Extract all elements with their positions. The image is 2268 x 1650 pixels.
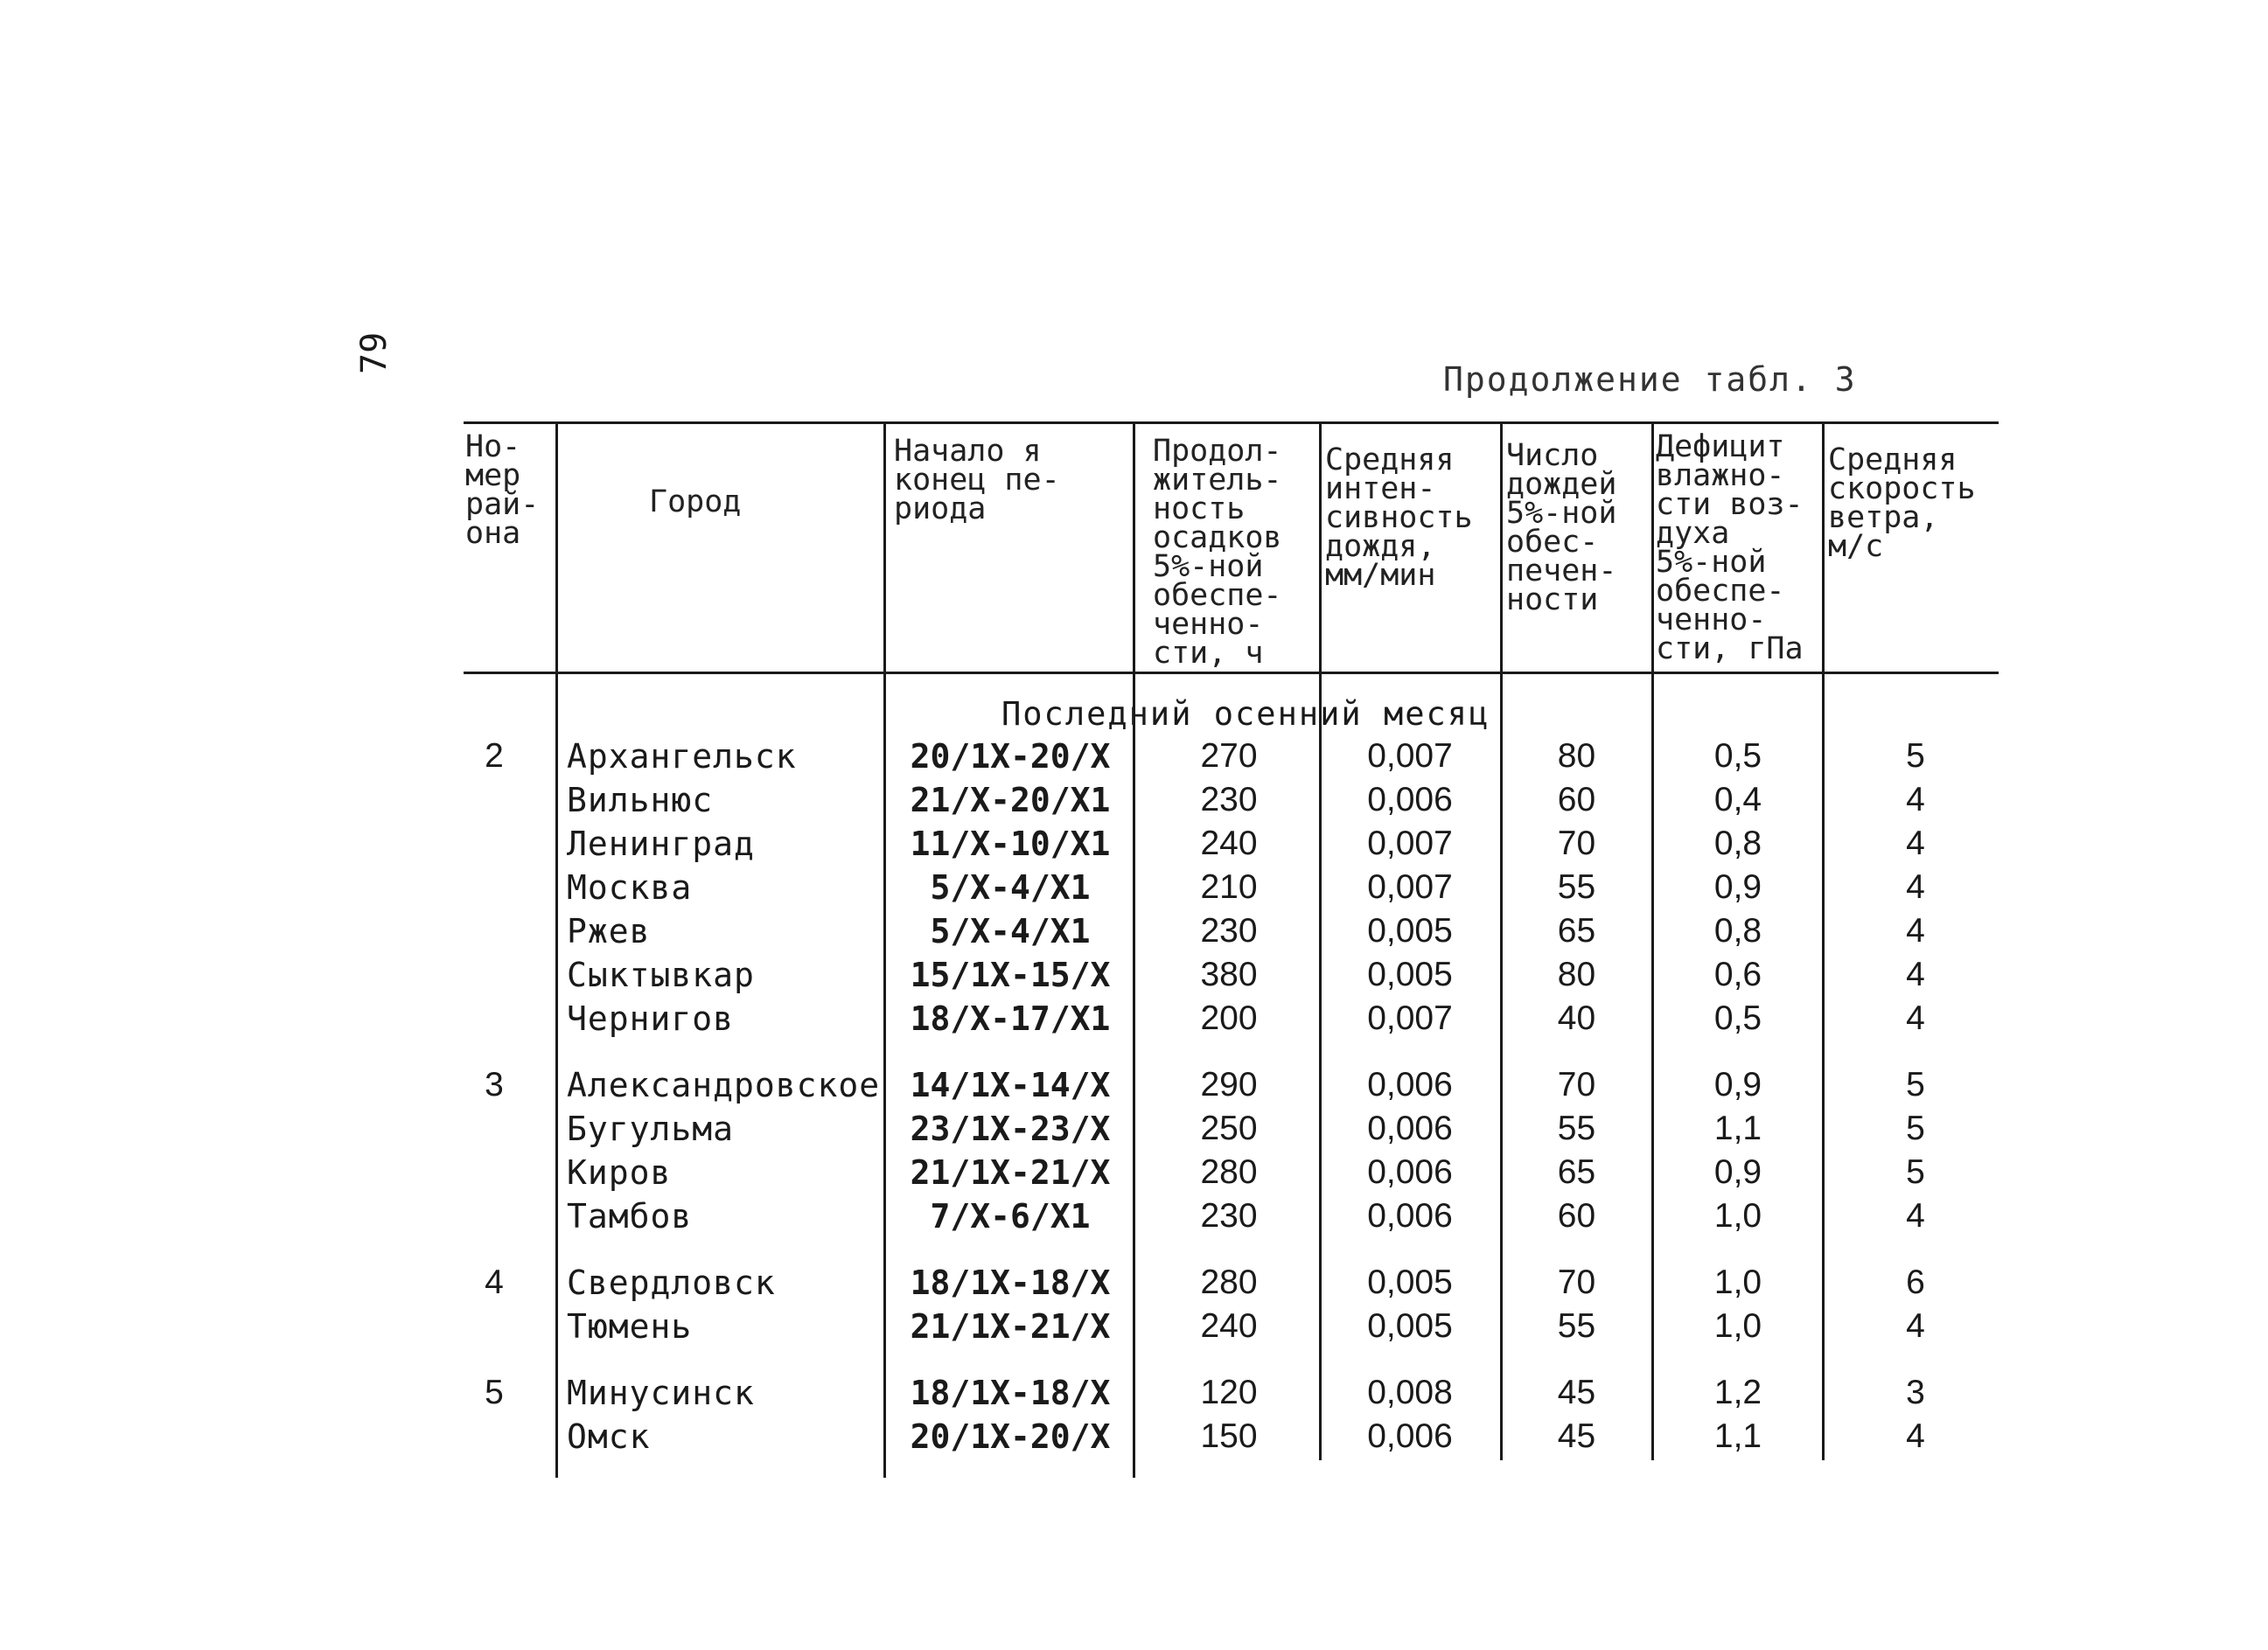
cell-wind: 4 xyxy=(1906,956,1925,993)
cell-intensity: 0,005 xyxy=(1367,1307,1453,1345)
cell-wind: 4 xyxy=(1906,1197,1925,1235)
cell-period: 14/1X-14/X xyxy=(910,1066,1111,1104)
cell-city: Ржев xyxy=(567,912,651,950)
cell-rains: 65 xyxy=(1557,1153,1596,1191)
cell-city: Бугульма xyxy=(567,1110,735,1148)
cell-deficit: 1,2 xyxy=(1713,1374,1762,1411)
cell-deficit: 1,0 xyxy=(1713,1197,1762,1235)
cell-deficit: 0,6 xyxy=(1713,956,1762,993)
cell-deficit: 0,5 xyxy=(1713,737,1762,775)
cell-period: 20/1X-20/X xyxy=(910,1417,1111,1456)
cell-district: 2 xyxy=(485,737,504,775)
cell-city: Вильнюс xyxy=(567,781,714,819)
cell-period: 5/X-4/X1 xyxy=(930,912,1091,950)
col-divider xyxy=(1651,424,1654,1460)
cell-wind: 4 xyxy=(1906,781,1925,818)
cell-deficit: 1,0 xyxy=(1713,1264,1762,1301)
table-top-rule xyxy=(464,421,1999,424)
section-title: Последний осенний месяц xyxy=(1001,695,1490,733)
cell-rains: 70 xyxy=(1557,1066,1596,1103)
header-rains: Число дождей 5%-ной обес- печен- ности xyxy=(1506,438,1617,617)
cell-city: Тамбов xyxy=(567,1197,693,1236)
cell-rains: 45 xyxy=(1557,1374,1596,1411)
col-divider xyxy=(1133,424,1135,1478)
cell-duration: 230 xyxy=(1200,912,1258,950)
cell-duration: 280 xyxy=(1200,1264,1258,1301)
cell-period: 18/1X-18/X xyxy=(910,1374,1111,1412)
cell-district: 4 xyxy=(485,1264,504,1301)
cell-intensity: 0,007 xyxy=(1367,868,1453,906)
cell-deficit: 0,9 xyxy=(1713,1066,1762,1103)
cell-city: Минусинск xyxy=(567,1374,755,1412)
cell-deficit: 0,5 xyxy=(1713,999,1762,1037)
cell-wind: 5 xyxy=(1906,1153,1925,1191)
cell-deficit: 0,9 xyxy=(1713,868,1762,906)
cell-rains: 70 xyxy=(1557,1264,1596,1301)
cell-wind: 4 xyxy=(1906,868,1925,906)
header-district: Но- мер рай- она xyxy=(465,429,540,551)
cell-deficit: 0,9 xyxy=(1713,1153,1762,1191)
cell-city: Александровское xyxy=(567,1066,881,1104)
cell-intensity: 0,008 xyxy=(1367,1374,1453,1411)
cell-period: 11/X-10/X1 xyxy=(910,825,1111,863)
cell-duration: 200 xyxy=(1200,999,1258,1037)
cell-duration: 290 xyxy=(1200,1066,1258,1103)
cell-duration: 280 xyxy=(1200,1153,1258,1191)
col-divider xyxy=(1822,424,1825,1460)
cell-deficit: 1,0 xyxy=(1713,1307,1762,1345)
cell-wind: 5 xyxy=(1906,737,1925,775)
cell-city: Чернигов xyxy=(567,999,735,1038)
cell-wind: 5 xyxy=(1906,1110,1925,1147)
cell-intensity: 0,006 xyxy=(1367,1153,1453,1191)
cell-period: 7/X-6/X1 xyxy=(930,1197,1091,1236)
cell-rains: 45 xyxy=(1557,1417,1596,1455)
cell-rains: 70 xyxy=(1557,825,1596,862)
cell-duration: 240 xyxy=(1200,1307,1258,1345)
header-period: Начало я конец пе- риода xyxy=(894,434,1060,526)
cell-rains: 40 xyxy=(1557,999,1596,1037)
cell-wind: 3 xyxy=(1906,1374,1925,1411)
header-wind: Средняя скорость ветра, м/с xyxy=(1828,442,1976,564)
cell-deficit: 0,4 xyxy=(1713,781,1762,818)
cell-city: Сыктывкар xyxy=(567,956,755,994)
cell-wind: 4 xyxy=(1906,1417,1925,1455)
col-divider xyxy=(555,424,558,1478)
cell-rains: 65 xyxy=(1557,912,1596,950)
cell-city: Москва xyxy=(567,868,693,907)
cell-period: 15/1X-15/X xyxy=(910,956,1111,994)
cell-deficit: 0,8 xyxy=(1713,912,1762,950)
cell-city: Свердловск xyxy=(567,1264,776,1302)
cell-intensity: 0,005 xyxy=(1367,956,1453,993)
cell-period: 18/1X-18/X xyxy=(910,1264,1111,1302)
cell-intensity: 0,006 xyxy=(1367,1197,1453,1235)
cell-deficit: 1,1 xyxy=(1713,1417,1762,1455)
cell-rains: 55 xyxy=(1557,1110,1596,1147)
cell-duration: 120 xyxy=(1200,1374,1258,1411)
cell-duration: 240 xyxy=(1200,825,1258,862)
cell-city: Архангельск xyxy=(567,737,797,776)
cell-duration: 230 xyxy=(1200,1197,1258,1235)
cell-period: 20/1X-20/X xyxy=(910,737,1111,776)
cell-intensity: 0,006 xyxy=(1367,781,1453,818)
cell-period: 21/1X-21/X xyxy=(910,1307,1111,1346)
cell-city: Ленинград xyxy=(567,825,755,863)
cell-deficit: 1,1 xyxy=(1713,1110,1762,1147)
cell-period: 21/X-20/X1 xyxy=(910,781,1111,819)
cell-rains: 55 xyxy=(1557,868,1596,906)
cell-duration: 250 xyxy=(1200,1110,1258,1147)
cell-duration: 210 xyxy=(1200,868,1258,906)
col-divider xyxy=(883,424,886,1478)
header-duration: Продол- житель- ность осадков 5%-ной обеспе- ченно- сти, ч xyxy=(1153,434,1282,671)
cell-city: Тюмень xyxy=(567,1307,693,1346)
cell-intensity: 0,007 xyxy=(1367,999,1453,1037)
header-intensity: Средняя интен- сивность дождя, мм/мин xyxy=(1325,442,1473,593)
cell-wind: 4 xyxy=(1906,1307,1925,1345)
cell-rains: 80 xyxy=(1557,956,1596,993)
cell-intensity: 0,006 xyxy=(1367,1110,1453,1147)
cell-duration: 150 xyxy=(1200,1417,1258,1455)
cell-intensity: 0,005 xyxy=(1367,1264,1453,1301)
cell-wind: 4 xyxy=(1906,999,1925,1037)
cell-duration: 380 xyxy=(1200,956,1258,993)
cell-intensity: 0,006 xyxy=(1367,1417,1453,1455)
cell-rains: 55 xyxy=(1557,1307,1596,1345)
cell-deficit: 0,8 xyxy=(1713,825,1762,862)
page-number: 79 xyxy=(354,331,394,374)
cell-duration: 230 xyxy=(1200,781,1258,818)
cell-wind: 5 xyxy=(1906,1066,1925,1103)
col-divider xyxy=(1500,424,1503,1460)
header-bottom-rule xyxy=(464,672,1999,674)
cell-district: 5 xyxy=(485,1374,504,1411)
cell-intensity: 0,005 xyxy=(1367,912,1453,950)
cell-intensity: 0,007 xyxy=(1367,737,1453,775)
cell-period: 23/1X-23/X xyxy=(910,1110,1111,1148)
header-city: Город xyxy=(649,484,742,519)
cell-wind: 4 xyxy=(1906,912,1925,950)
cell-period: 5/X-4/X1 xyxy=(930,868,1091,907)
cell-period: 21/1X-21/X xyxy=(910,1153,1111,1192)
cell-duration: 270 xyxy=(1200,737,1258,775)
cell-district: 3 xyxy=(485,1066,504,1103)
cell-intensity: 0,007 xyxy=(1367,825,1453,862)
header-deficit: Дефицит влажно- сти воз- духа 5%-ной обеспе- ченно- сти, гПа xyxy=(1656,429,1804,666)
cell-city: Омск xyxy=(567,1417,651,1456)
table-caption: Продолжение табл. 3 xyxy=(1443,360,1857,399)
cell-rains: 60 xyxy=(1557,1197,1596,1235)
cell-period: 18/X-17/X1 xyxy=(910,999,1111,1038)
cell-city: Киров xyxy=(567,1153,672,1192)
cell-wind: 4 xyxy=(1906,825,1925,862)
cell-rains: 60 xyxy=(1557,781,1596,818)
cell-wind: 6 xyxy=(1906,1264,1925,1301)
cell-rains: 80 xyxy=(1557,737,1596,775)
cell-intensity: 0,006 xyxy=(1367,1066,1453,1103)
